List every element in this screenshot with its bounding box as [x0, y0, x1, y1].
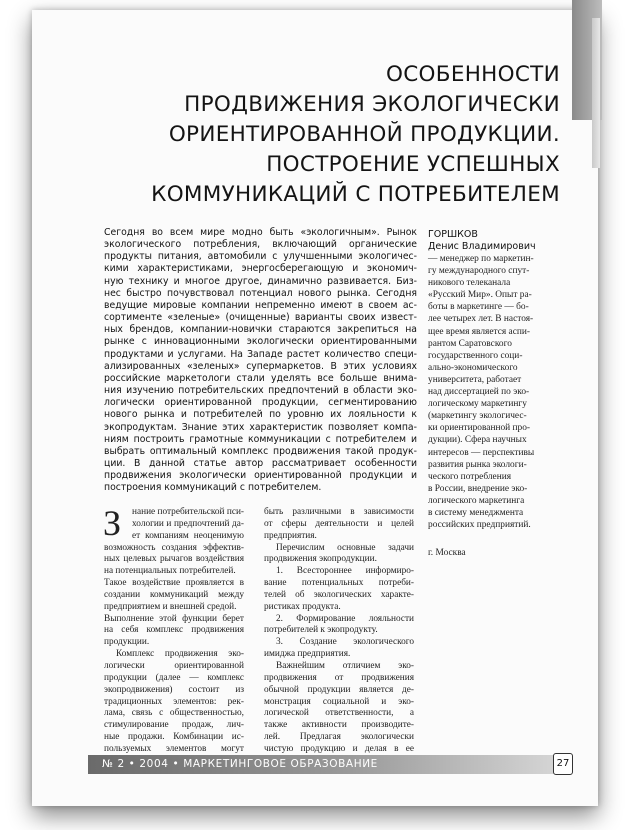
body-text-line: 1. Всестороннее информиро-: [276, 566, 414, 577]
body-text-line: обычной продукции является де-: [264, 684, 414, 695]
abstract-line: ниям построить грамотные коммуникации с потребителем и: [104, 433, 417, 445]
author-bio-line: (маркетингу экологичес-: [428, 411, 527, 422]
body-text-line: экопродвижения) состоит из: [104, 684, 244, 695]
author-bio-line: ально-экономического: [428, 362, 518, 373]
abstract-line: сортименте «зеленые» (очищенные) варианты своих извест-: [104, 312, 417, 324]
body-column-2: [264, 507, 414, 756]
body-text-line: ных целевых рычагов воздействия: [104, 554, 244, 565]
abstract-line: продуктами и услугами. На Западе растет количество специ-: [104, 348, 417, 360]
abstract-line: Сегодня во всем мире модно быть «экологичным». Рынок: [104, 227, 417, 238]
title-line: ПРОДВИЖЕНИЯ ЭКОЛОГИЧЕСКИ: [184, 92, 560, 117]
abstract-line: логически ориентированной продукции, сегментированию: [104, 397, 417, 409]
article-abstract: [104, 227, 417, 494]
author-bio-line: логического маркетинга: [428, 495, 525, 506]
body-text-line: лама, связь с общественностью,: [104, 708, 244, 719]
body-text-line: продукции (далее — комплекс: [104, 672, 244, 683]
body-text-line: также активности производите-: [264, 720, 414, 731]
author-name: Денис Владимирович: [428, 241, 536, 252]
body-text-line: Комплекс продвижения эко-: [116, 649, 244, 660]
abstract-line: рынке с инновационными экологически ориентированными: [104, 336, 417, 348]
body-text-line: логически ориентированной: [104, 660, 244, 671]
body-text-line: монстрация социальной и эко-: [264, 696, 414, 707]
body-text-line: 2. Формирование лояльности: [276, 613, 414, 624]
body-text-line: на потенциальных потребителей.: [104, 566, 236, 577]
body-text-line: логической ответственности, а: [264, 708, 414, 719]
abstract-line: построения коммуникаций с потребителем.: [104, 482, 322, 494]
author-bio-line: университета, работает: [428, 374, 522, 385]
body-text-line: 3. Создание экологического: [276, 637, 414, 648]
drop-cap: З: [103, 503, 122, 543]
author-bio-line: в России, внедрение эко-: [428, 483, 528, 494]
author-bio-line: развития рынка экологи-: [428, 459, 527, 470]
abstract-line: российские маркетологи стали уделять все больше внима-: [104, 372, 417, 384]
author-bio-line: российских предприятий.: [428, 520, 531, 531]
body-text-line: хологии и предпочтений да-: [132, 518, 244, 529]
abstract-line: экологического потребления, включающий органические: [104, 239, 417, 251]
title-line: ПОСТРОЕНИЕ УСПЕШНЫХ: [266, 152, 560, 177]
body-text-line: Перечислим основные задачи: [276, 542, 414, 553]
body-text-line: телей об экологических характе-: [264, 589, 414, 600]
abstract-line: ную технику и многое другое, динамично развивается. Биз-: [104, 275, 417, 287]
body-text-line: Важнейшим отличием эко-: [276, 660, 414, 671]
body-text-line: от сферы деятельности и целей: [264, 518, 414, 529]
author-bio-line: в систему менеджмента: [428, 507, 524, 518]
author-bio-line: «Русский Мир». Опыт ра-: [428, 290, 532, 301]
body-text-line: предприятием и внешней средой.: [104, 601, 237, 612]
body-text-line: возможность создания эффектив-: [104, 542, 244, 553]
author-sidebar: [428, 229, 578, 559]
author-city: г. Москва: [428, 548, 466, 559]
body-text-line: быть различными в зависимости: [264, 507, 414, 517]
author-bio-line: ческого потребления: [428, 471, 512, 482]
body-text-line: имиджа предприятия.: [264, 649, 351, 660]
abstract-line: продвижения экологически ориентированной продукции и: [104, 470, 417, 482]
body-text-line: продвижения от продвижения: [264, 672, 414, 683]
body-column-1: [103, 503, 244, 756]
page-number: 27: [553, 753, 573, 775]
abstract-line: ведущие мировые компании непременно имеют в своем ас-: [104, 299, 417, 311]
title-line: ОРИЕНТИРОВАННОЙ ПРОДУКЦИИ.: [168, 122, 560, 147]
body-text-line: ные продажи. Комбинации ис-: [104, 732, 244, 743]
body-text-line: продвижения экопродукции.: [264, 554, 377, 565]
author-bio-line: боты в маркетинге — бо-: [428, 302, 529, 313]
abstract-line: кими характеристиками, энергосберегающую и экономич-: [104, 263, 417, 275]
body-text-line: ет компаниям неоценимую: [132, 530, 244, 541]
body-text-line: традиционных элементов: рек-: [104, 696, 244, 707]
abstract-line: ализированных «зеленых» супермаркетов. В этих условиях: [104, 360, 417, 372]
article-title: [60, 60, 560, 210]
body-text-line: лей. Предлагая экологически: [264, 732, 414, 743]
body-text-line: потребителей к экопродукту.: [264, 625, 378, 636]
author-bio-line: никового телеканала: [428, 278, 511, 289]
body-text-line: вание потенциальных потреби-: [264, 578, 414, 589]
abstract-line: продукты питания, автомобили с улучшенными экологичес-: [104, 251, 417, 263]
author-bio-line: — менеджер по маркетин-: [428, 254, 534, 264]
author-bio-line: над диссертацией по эко-: [428, 387, 530, 398]
author-bio-line: щее время является аспи-: [428, 326, 531, 337]
body-text-line: создании коммуникаций между: [104, 589, 244, 600]
body-text-line: стимулирование продаж, лич-: [104, 720, 244, 731]
author-bio-line: ки ориентированной про-: [428, 423, 531, 434]
abstract-line: ных брендов, компании-новички стараются закрепиться на: [104, 324, 417, 336]
author-surname: ГОРШКОВ: [428, 229, 478, 240]
footer-issue-text: № 2 • 2004 • МАРКЕТИНГОВОЕ ОБРАЗОВАНИЕ: [102, 758, 378, 770]
author-bio-line: интересов — перспективы: [428, 447, 535, 458]
body-text-line: предприятия.: [264, 530, 317, 541]
abstract-line: нового рынка и потребителей по уровню их лояльности к: [104, 409, 417, 421]
author-bio-line: дукции). Сфера научных: [428, 435, 527, 446]
body-text-line: пользуемых элементов могут: [104, 743, 244, 754]
author-bio-line: рантом Саратовского: [428, 338, 512, 349]
body-text-line: ристиках продукта.: [264, 601, 341, 612]
body-text-line: чистую продукцию и делая в ее: [264, 743, 414, 754]
author-bio-line: государственного соци-: [428, 350, 523, 361]
title-line: ОСОБЕННОСТИ: [386, 62, 560, 87]
body-text-line: на себя комплекс продвижения: [104, 625, 244, 636]
body-text-line: нание потребительской пси-: [132, 507, 244, 517]
author-bio: [428, 253, 578, 531]
body-text-line: Такое воздействие проявляется в: [104, 578, 244, 589]
body-text-line: продукции.: [104, 637, 150, 648]
abstract-line: ния изучению потребительских предпочтений в области эко-: [104, 385, 417, 397]
abstract-line: ции. В данной статье автор рассматривает особенности: [104, 457, 417, 469]
abstract-line: выбрать оптимальный комплекс продвижения такой продук-: [104, 445, 417, 457]
author-bio-line: логическому маркетингу: [428, 399, 527, 410]
title-line: КОММУНИКАЦИЙ С ПОТРЕБИТЕЛЕМ: [151, 182, 560, 207]
body-text-line: Выполнение этой функции берет: [104, 613, 244, 624]
abstract-line: экопродуктам. Знание этих характеристик позволяет компа-: [104, 421, 417, 433]
abstract-line: нес быстро почувствовал потенциал нового рынка. Сегодня: [104, 287, 417, 299]
author-bio-line: лее четырех лет. В настоя-: [428, 314, 534, 325]
page-edge-strip: [592, 18, 600, 168]
author-bio-line: гу международного спут-: [428, 266, 530, 277]
